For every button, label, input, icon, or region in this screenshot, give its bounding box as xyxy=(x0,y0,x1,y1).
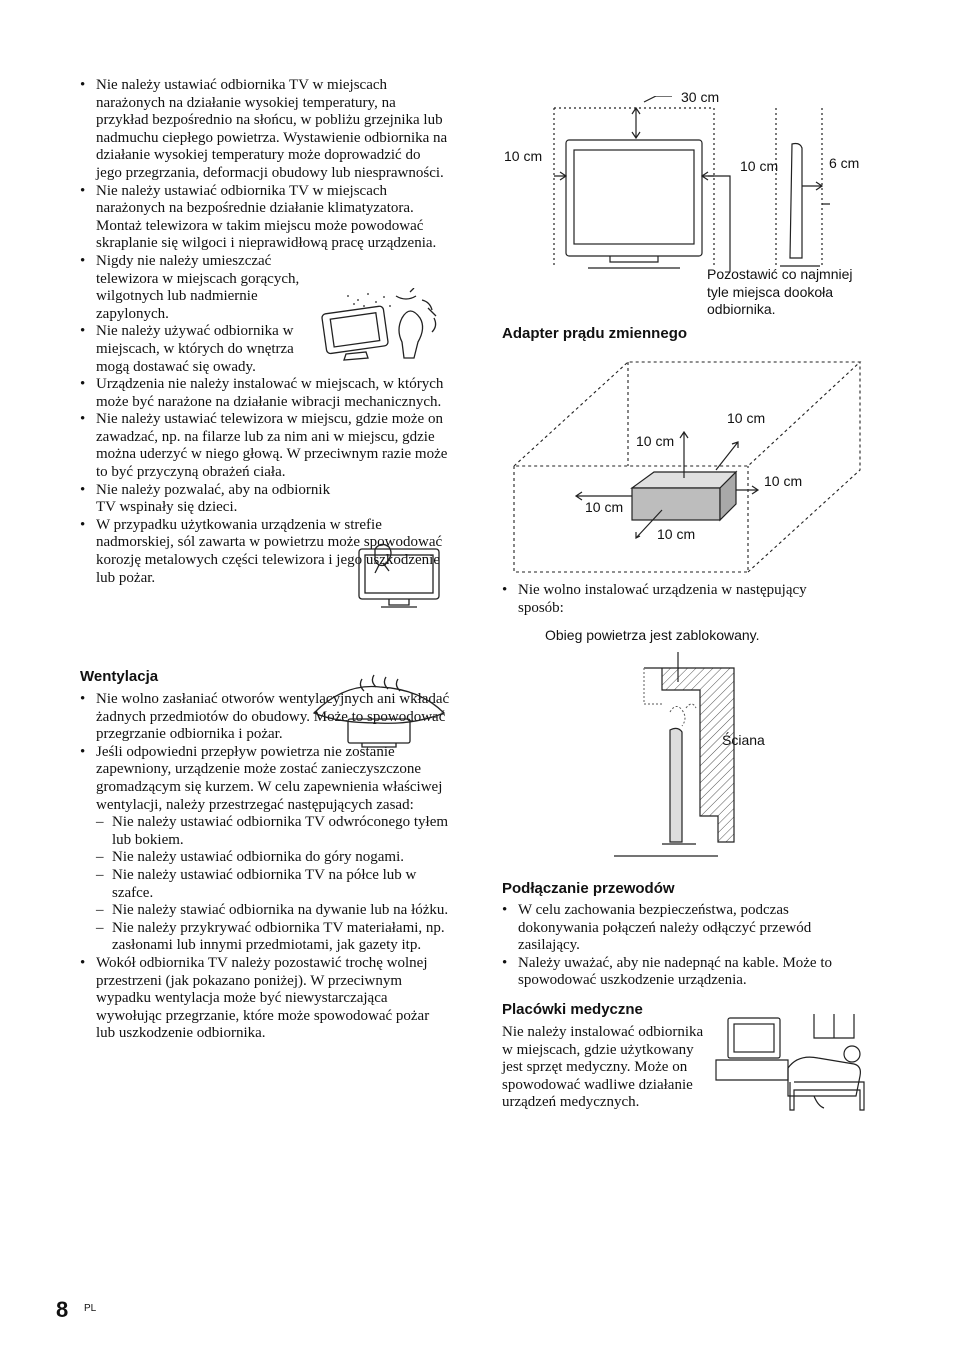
vent-rule: – Nie należy ustawiać odbiornika TV na półce lub w szafce. xyxy=(96,867,450,902)
bullet-aircon: • Nie należy ustawiać odbiornika TV w miejscach narażonych na bezpośrednie działanie klimatyzatora. Montaż telewizora w takim miejscu może powodować skraplanie się wilgoci i nieprawidłową pracę urządzenia. xyxy=(80,183,450,253)
vent-airflow-text: Jeśli odpowiedni przepływ powietrza nie zostanie zapewniony, urządzenie może zostać zanieczyszczone gromadzącym się kurzem. W celu zapewnienia właściwej wentylacji, należy przestrzegać następujących zasad: xyxy=(96,743,443,813)
adapter-right-label: 10 cm xyxy=(764,473,803,489)
vent-rule: – Nie należy przykrywać odbiornika TV materiałami, np. zasłonami lub innymi przedmiotami, jak gazety itp. xyxy=(96,920,450,955)
bullet-vent-space: • Wokół odbiornika TV należy pozostawić trochę wolnej przestrzeni (jak pokazano poniżej). W przeciwnym wypadku wentylacja może być niewystarczająca wywołując przegrzanie, które może spowodować pożar lub uszkodzenie odbiornika. xyxy=(80,955,450,1043)
bullet-cables-step: • Należy uważać, aby nie nadepnąć na kable. Może to spowodować uszkodzenie urządzenia. xyxy=(502,955,872,990)
bullet-vibration: • Urządzenia nie należy instalować w miejscach, w których może być narażone na działanie wibracji mechanicznych. xyxy=(80,376,450,411)
ventilation-heading: Wentylacja xyxy=(80,668,159,685)
adapter-heading: Adapter prądu zmiennego xyxy=(502,325,688,342)
bullet-insects: • Nie należy używać odbiornika w miejscach, w których do wnętrza mogą dostawać się owady. xyxy=(80,323,314,376)
adapter-left-label: 10 cm xyxy=(585,499,624,515)
tv-side-clearance-label: 6 cm xyxy=(829,155,860,171)
bullet-heat: • Nie należy ustawiać odbiornika TV w miejscach narażonych na działanie wysokiej temperatury, na przykład bezpośrednio na słońcu, w pobliżu grzejnika lub nadmuchu ciepłego powietrza. Wystawienie odbiornika na działanie wysokiej temperatury może doprowadzić do jego przegrzania, deformacji obudowy lub niesprawności. xyxy=(80,77,450,183)
bullet-vent-airflow xyxy=(80,744,450,955)
tv-clearance-diagram xyxy=(540,96,830,276)
vent-rule: – Nie należy ustawiać odbiornika do góry nogami. xyxy=(96,849,450,867)
bullet-dusty: • Nigdy nie należy umieszczać telewizora w miejscach gorących, wilgotnych lub nadmiernie zapylonych. xyxy=(80,253,314,323)
bullet-vent-cover: • Nie wolno zasłaniać otworów wentylacyjnych ani wkładać żadnych przedmiotów do obudowy. Może to spowodować przegrzanie odbiornika i pożar. xyxy=(80,691,450,744)
hot-humid-dusty-illustration xyxy=(318,288,448,368)
cables-bullets xyxy=(502,902,872,990)
language-code: PL xyxy=(84,1303,97,1314)
tv-top-clearance-label: 30 cm xyxy=(681,89,720,105)
vent-rule: – Nie należy stawiać odbiornika na dywanie lub na łóżku. xyxy=(96,902,450,920)
vent-rules xyxy=(96,814,450,955)
wall-niche-diagram xyxy=(614,648,744,860)
medical-facility-illustration xyxy=(714,1012,872,1116)
bullet-children: • Nie należy pozwalać, aby na odbiornik TV wspinały się dzieci. xyxy=(80,482,351,517)
adapter-clearance-diagram xyxy=(508,360,868,575)
bullet-install: • Nie wolno instalować urządzenia w następujący sposób: xyxy=(502,582,852,617)
child-climbing-illustration xyxy=(355,543,447,613)
medical-heading: Placówki medyczne xyxy=(502,1001,643,1018)
bullet-seaside: • W przypadku użytkowania urządzenia w strefie nadmorskiej, sól zawarta w powietrzu może spowodować korozję metalowych części telewizora i jego uszkodzenie lub pożar. xyxy=(80,517,450,587)
adapter-top-label: 10 cm xyxy=(636,433,675,449)
page-number: 8 xyxy=(56,1297,69,1322)
adapter-front-label: 10 cm xyxy=(657,526,696,542)
tv-left-clearance-label: 10 cm xyxy=(504,148,543,164)
bullet-cables-unplug: • W celu zachowania bezpieczeństwa, podczas dokonywania połączeń należy odłączyć przewód zasilający. xyxy=(502,902,872,955)
airflow-blocked-label: Obieg powietrza jest zablokowany. xyxy=(545,627,760,643)
tv-right-clearance-label: 10 cm xyxy=(740,158,779,174)
adapter-back-label: 10 cm xyxy=(727,410,766,426)
bullet-obstruction: • Nie należy ustawiać telewizora w miejscu, gdzie może on zawadzać, np. na filarze lub za nim ani w miejscu, gdzie można uderzyć w niego głową. W przeciwnym razie może to być przyczyną obrażeń ciała. xyxy=(80,411,450,481)
install-warning xyxy=(502,582,852,617)
covered-tv-illustration xyxy=(310,673,448,751)
tv-clearance-caption: Pozostawić co najmniej tyle miejsca dookoła odbiornika. xyxy=(707,266,853,318)
vent-rule: – Nie należy ustawiać odbiornika TV odwróconego tyłem lub bokiem. xyxy=(96,814,450,849)
wall-label: Ściana xyxy=(722,732,765,748)
install-bullets xyxy=(502,582,852,617)
cables-heading: Podłączanie przewodów xyxy=(502,880,675,897)
cables-section xyxy=(502,902,872,990)
medical-text: Nie należy instalować odbiornika w miejscach, gdzie użytkowany jest sprzęt medyczny. Może on spowodować wadliwe działanie urządzeń medycznych. xyxy=(502,1024,704,1111)
